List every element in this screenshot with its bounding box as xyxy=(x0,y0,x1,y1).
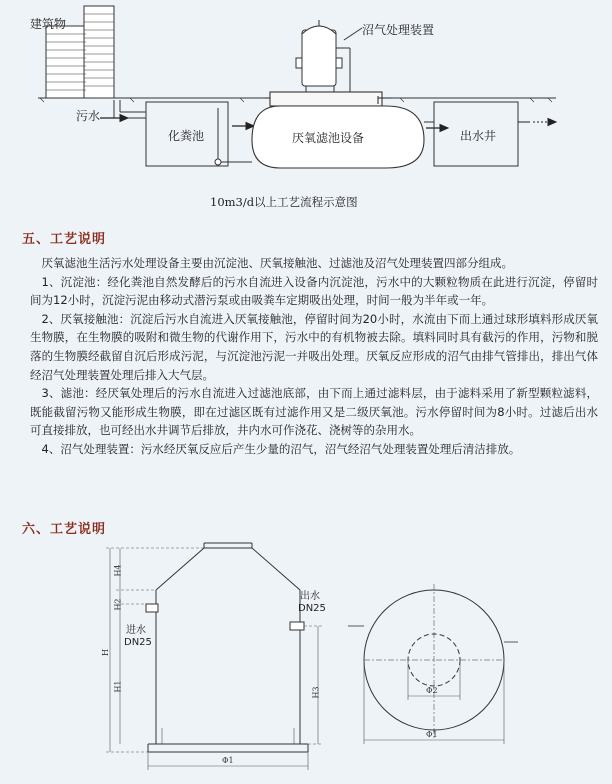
flow-arrow-to-well xyxy=(426,125,448,132)
anaerobic-tank xyxy=(252,92,424,168)
section6-title: 六、工艺说明 xyxy=(22,522,107,537)
outlet-well-label: 出水井 xyxy=(460,129,497,143)
dim-h2-label: H2 xyxy=(113,598,123,611)
dim-phi2-label: Φ2 xyxy=(426,686,438,695)
septic-tank-label: 化粪池 xyxy=(168,129,205,143)
section5-title: 五、工艺说明 xyxy=(22,232,107,247)
dim-h3-label: H3 xyxy=(311,686,321,699)
section5-item-4: 4、沼气处理装置：污水经厌氧反应后产生少量的沼气，沼气经沼气处理装置处理后清洁排放。 xyxy=(41,441,521,456)
inlet-nozzle xyxy=(146,604,158,612)
inlet-label: 进水 xyxy=(126,625,146,636)
building-label: 建筑物 xyxy=(30,17,67,31)
biogas-device-label: 沼气处理装置 xyxy=(362,23,435,37)
sewage-label: 污水 xyxy=(76,109,101,123)
section5-body xyxy=(30,254,598,459)
section5-item-3: 3、滤池：经厌氧处理后的污水自流进入过滤池底部，由下而上通过滤料层，由于滤料采用了新型颗粒滤料，既能截留污物又能形成生物膜，即在过滤区既有过滤作用又是二级厌氧池。污水停留时间为8小时。过滤后出水可直接排放，也可经出水井调节后排放，井内水可作浇花、浇树等的杂用水。 xyxy=(30,386,598,438)
process-flow-diagram xyxy=(0,0,612,200)
outlet-label: 出水 xyxy=(300,591,320,602)
outlet-nozzle xyxy=(290,622,304,630)
left-dimensions xyxy=(106,548,204,752)
dim-h4-label: H4 xyxy=(113,564,123,577)
tank-plan-view xyxy=(348,584,518,740)
dim-h1-label: H1 xyxy=(113,680,123,693)
sewage-pipe xyxy=(114,100,146,118)
biogas-device xyxy=(296,20,362,92)
dim-h-label: H xyxy=(100,649,110,656)
anaerobic-device-label: 厌氧滤池设备 xyxy=(292,131,365,145)
section5-item-2: 2、厌氧接触池：沉淀后污水自流进入厌氧接触池，停留时间为20小时，水流由下而上通过球形填料形成厌氧生物膜，在生物膜的吸附和微生物的代谢作用下，污水中的有机物被去除。填料同时具有截污的作用，污物和脱落的生物膜经截留自沉后形成污泥，与沉淀池污泥一并吸出处理。厌氧反应形成的沼气由排气管排出，排出气体经沼气处理装置处理后排入大气层。 xyxy=(30,311,598,382)
outlet-size: DN25 xyxy=(298,603,326,614)
dim-phi1-plan-label: Φ1 xyxy=(426,730,438,739)
septic-pump xyxy=(215,108,252,165)
section5-intro: 厌氧滤池生活污水处理设备主要由沉淀池、厌氧接触池、过滤池及沼气处理装置四部分组成。 xyxy=(41,256,513,270)
tank-elevation xyxy=(148,543,308,752)
section5-item-1: 1、沉淀池：经化粪池自然发酵后的污水自流进入设备内沉淀池，污水中的大颗粒物质在此进行沉淀，停留时间为12小时，沉淀污泥由移动式潜污泵或由吸粪车定期吸出处理，时间一般为半年或一年。 xyxy=(30,274,598,308)
flow-arrow-to-tank xyxy=(232,123,254,130)
diagram-caption: 10m3/d以上工艺流程示意图 xyxy=(210,195,358,209)
right-dimensions xyxy=(304,626,322,744)
dim-phi1-elevation-label: Φ1 xyxy=(222,756,234,765)
inlet-size: DN25 xyxy=(124,637,152,648)
discharge-arrow xyxy=(518,119,556,126)
